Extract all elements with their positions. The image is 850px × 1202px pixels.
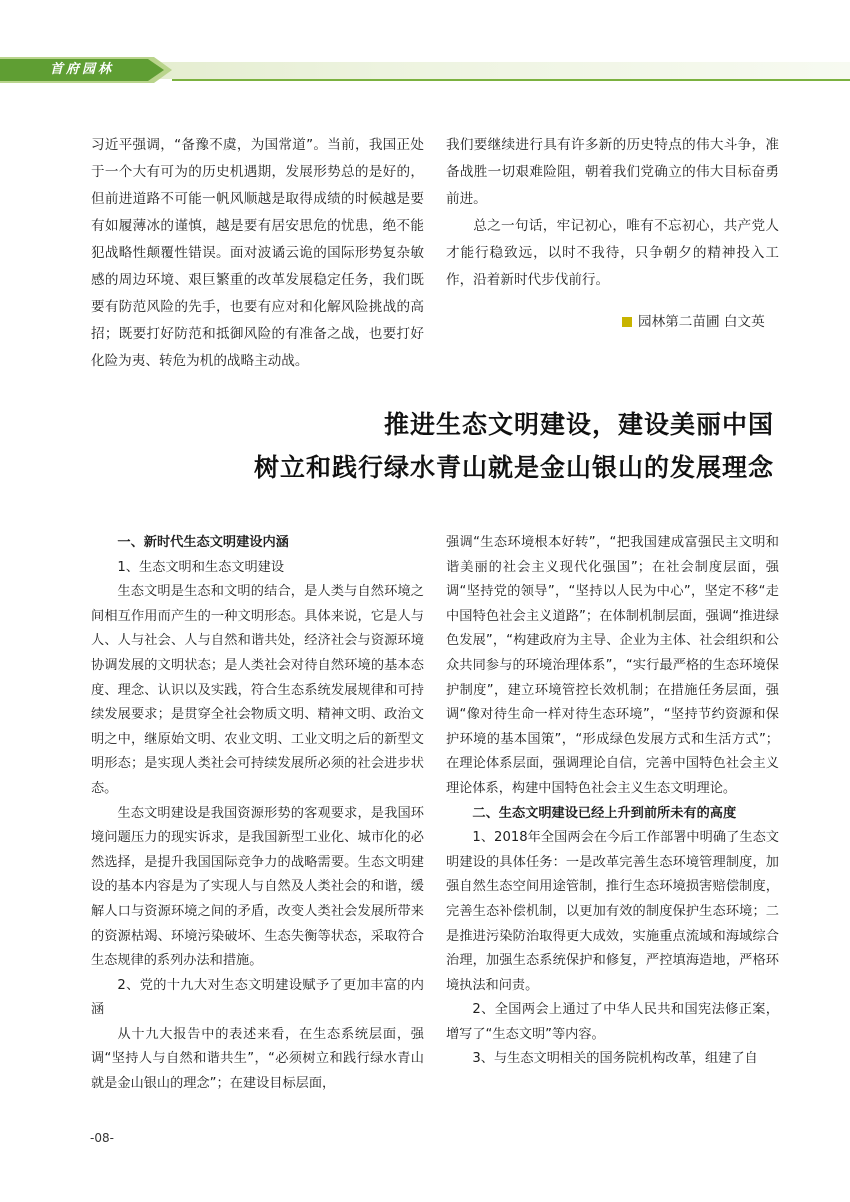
body-paragraph: 1、2018年全国两会在今后工作部署中明确了生态文明建设的具体任务：一是改革完善生态环境管理制度，加强自然生态空间用途管制，推行生态环境损害赔偿制度，完善生态补偿机制，以更加有效的制度保护生态环境；二是推进污染防治取得更大成效，实施重点流域和海域综合治理，加强生态系统保护和修复，严控填海造地，严格环境执法和问责。 [446,830,779,993]
body-paragraph: 强调“生态环境根本好转”，“把我国建成富强民主文明和谐美丽的社会主义现代化强国”；在社会制度层面，强调“坚持党的领导”，“坚持以人民为中心”，坚定不移“走中国特色社会主义道路”；在体制机制层面，强调“推进绿色发展”，“构建政府为主导、企业为主体、社会组织和公众共同参与的环境治理体系”，“实行最严格的生态环境保护制度”，建立环境管控长效机制；在措施任务层面，强调“像对待生命一样对待生态环境”，“坚持节约资源和保护环境的基本国策”，“形成绿色发展方式和生活方式”；在理论体系层面，强调理论自信，完善中国特色社会主义理论体系，构建中国特色社会主义生态文明理论。 [446,535,779,796]
prev-article-paragraph: 习近平强调，“备豫不虞，为国常道”。当前，我国正处于一个大有可为的历史机遇期，发展形势总的是好的，但前进道路不可能一帆风顺越是取得成绩的时候越是要有如履薄冰的谨慎，越是要有居安思危的忧患，绝不能犯战略性颠覆性错误。面对波谲云诡的国际形势复杂敏感的周边环境、艰巨繁重的改革发展稳定任务，我们既要有防范风险的先手，也要有应对和化解风险挑战的高招；既要打好防范和抵御风险的有准备之战，也要打好化险为夷、转危为机的战略主动战。 [91,137,424,369]
header-rule [172,79,850,81]
prev-article-paragraph: 总之一句话，牢记初心，唯有不忘初心，共产党人才能行稳致远，以时不我待，只争朝夕的精神投入工作，沿着新时代步伐前行。 [446,218,779,288]
author-byline [622,312,765,332]
section-heading: 一、新时代生态文明建设内涵 [117,535,289,550]
subsection-heading: 1、生态文明和生态文明建设 [117,559,285,575]
prev-article-column-right [446,132,779,294]
article-column-left [91,531,424,1097]
prev-article-column-left [91,132,424,375]
section-heading: 二、生态文明建设已经上升到前所未有的高度 [472,805,737,821]
body-paragraph: 生态文明建设是我国资源形势的客观要求，是我国环境问题压力的现实诉求，是我国新型工业化、城市化的必然选择，是提升我国国际竞争力的战略需要。生态文明建设的基本内容是为了实现人与自然及人类社会的和谐，缓解人口与资源环境之间的矛盾，改变人类社会发展所带来的资源枯竭、环境污染破坏、生态失衡等状态，采取符合生态规律的系列办法和措施。 [91,805,424,969]
article-title-line-2: 树立和践行绿水青山就是金山银山的发展理念 [253,453,774,482]
body-paragraph: 2、全国两会上通过了中华人民共和国宪法修正案，增写了“生态文明”等内容。 [446,1002,779,1042]
prev-article-paragraph: 我们要继续进行具有许多新的历史特点的伟大斗争，准备战胜一切艰难险阻，朝着我们党确立的伟大目标奋勇前进。 [446,137,779,207]
body-paragraph: 生态文明是生态和文明的结合，是人类与自然环境之间相互作用而产生的一种文明形态。具体来说，它是人与人、人与社会、人与自然和谐共处，经济社会与资源环境协调发展的文明状态；是人类社会对待自然环境的基本态度、理念、认识以及实践，符合生态系统发展规律和可持续发展要求；是贯穿全社会物质文明、精神文明、政治文明之中，继原始文明、农业文明、工业文明之后的新型文明形态；是实现人类社会可持续发展所必须的社会进步状态。 [91,584,424,796]
subsection-heading: 2、党的十九大对生态文明建设赋予了更加丰富的内涵 [91,977,424,1018]
article-column-right [446,531,779,1072]
author-name: 园林第二苗圃 白文英 [638,314,765,330]
byline-square-icon [622,317,632,327]
article-title-line-1: 推进生态文明建设，建设美丽中国 [383,410,774,439]
section-title: 首府园林 [50,62,115,77]
page-number: -08- [90,1131,114,1145]
body-paragraph: 从十九大报告中的表述来看，在生态系统层面，强调“坚持人与自然和谐共生”，“必须树立和践行绿水青山就是金山银山的理念”；在建设目标层面， [91,1026,424,1092]
body-paragraph: 3、与生态文明相关的国务院机构改革，组建了自 [472,1051,758,1067]
